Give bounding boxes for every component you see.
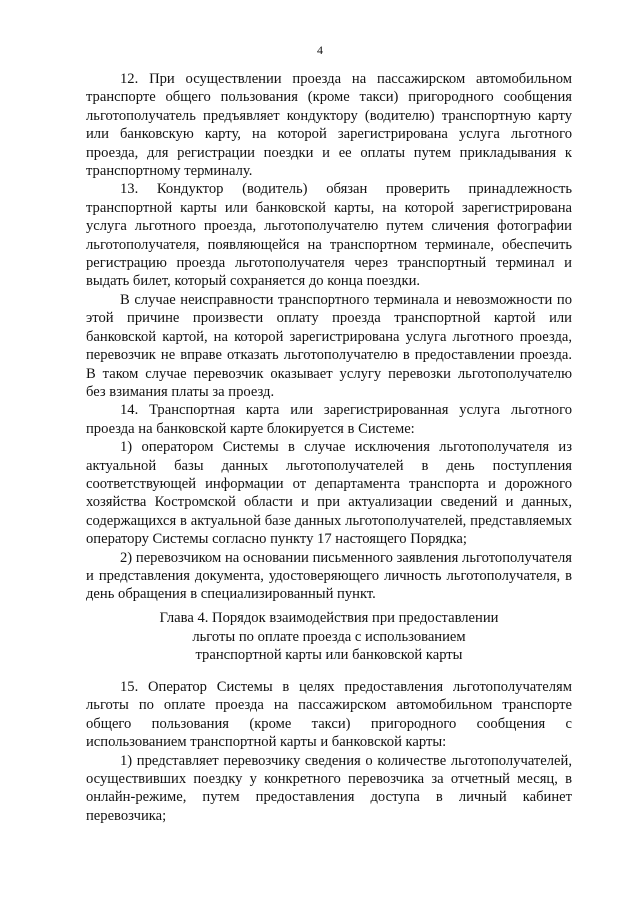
paragraph-15: 15. Оператор Системы в целях предоставления льготополучателям льготы по оплате проезда на пассажирском автомобильном транспорте общего пользования (кроме такси) пригородного сообщения с использованием транспортной карты и банковской карты: [86, 679, 572, 751]
paragraph-12: 12. При осуществлении проезда на пассажирском автомобильном транспорте общего пользования (кроме такси) пригородного сообщения льготополучатель предъявляет кондуктору (водителю) транспортную карту или банковскую карту, на которой зарегистрирована услуга льготного проезда, для регистрации поездки и ее оплаты путем прикладывания к транспортному терминалу. [86, 71, 572, 180]
paragraph-terminal-malfunction: В случае неисправности транспортного терминала и невозможности по этой причине произвести оплату проезда транспортной картой или банковской картой, на которой зарегистрирована услуга льготного проезда, перевозчик не вправе отказать льготополучателю в предоставлении проезда. В таком случае перевозчик оказывает услугу перевозки льготополучателю без взимания платы за проезд. [86, 291, 572, 400]
paragraph-14: 14. Транспортная карта или зарегистрированная услуга льготного проезда на банковской карте блокируется в Системе: [86, 402, 572, 437]
paragraph-13: 13. Кондуктор (водитель) обязан проверить принадлежность транспортной карты или банковской карты, на которой зарегистрирована услуга льготного проезда, льготополучателю путем сличения фотографии льготополучателя, появляющейся на транспортном терминале, обеспечить регистрацию проезда льготополучателя через транспортный терминал и выдать билет, который сохраняется до конца поездки. [86, 181, 572, 290]
paragraph-14-item-2: 2) перевозчиком на основании письменного заявления льготополучателя и представления документа, удостоверяющего личность льготополучателя, в день обращения в специализированный пункт. [86, 549, 572, 603]
chapter-heading [86, 609, 572, 665]
chapter-heading-line-1: Глава 4. Порядок взаимодействия при предоставлении [159, 610, 499, 626]
chapter-heading-line-2: льготы по оплате проезда с использованием [192, 628, 466, 645]
body-text-section-2 [86, 678, 572, 825]
page-number: 4 [317, 43, 323, 57]
chapter-heading-line-3: транспортной карты или банковской карты [195, 647, 463, 664]
paragraph-15-item-1: 1) представляет перевозчику сведения о количестве льготополучателей, осуществивших поездку у конкретного перевозчика за отчетный месяц, в онлайн-режиме, путем предоставления доступа в личный кабинет перевозчика; [86, 752, 572, 824]
paragraph-14-item-1: 1) оператором Системы в случае исключения льготополучателя из актуальной базы данных льготополучателей в день поступления соответствующей информации от департамента транспорта и дорожного хозяйства Костромской области и при актуализации сведений и данных, содержащихся в актуальной базе данных льготополучателей, представляемых оператору Системы согласно пункту 17 настоящего Порядка; [86, 439, 572, 548]
body-text-section-1 [86, 70, 572, 604]
